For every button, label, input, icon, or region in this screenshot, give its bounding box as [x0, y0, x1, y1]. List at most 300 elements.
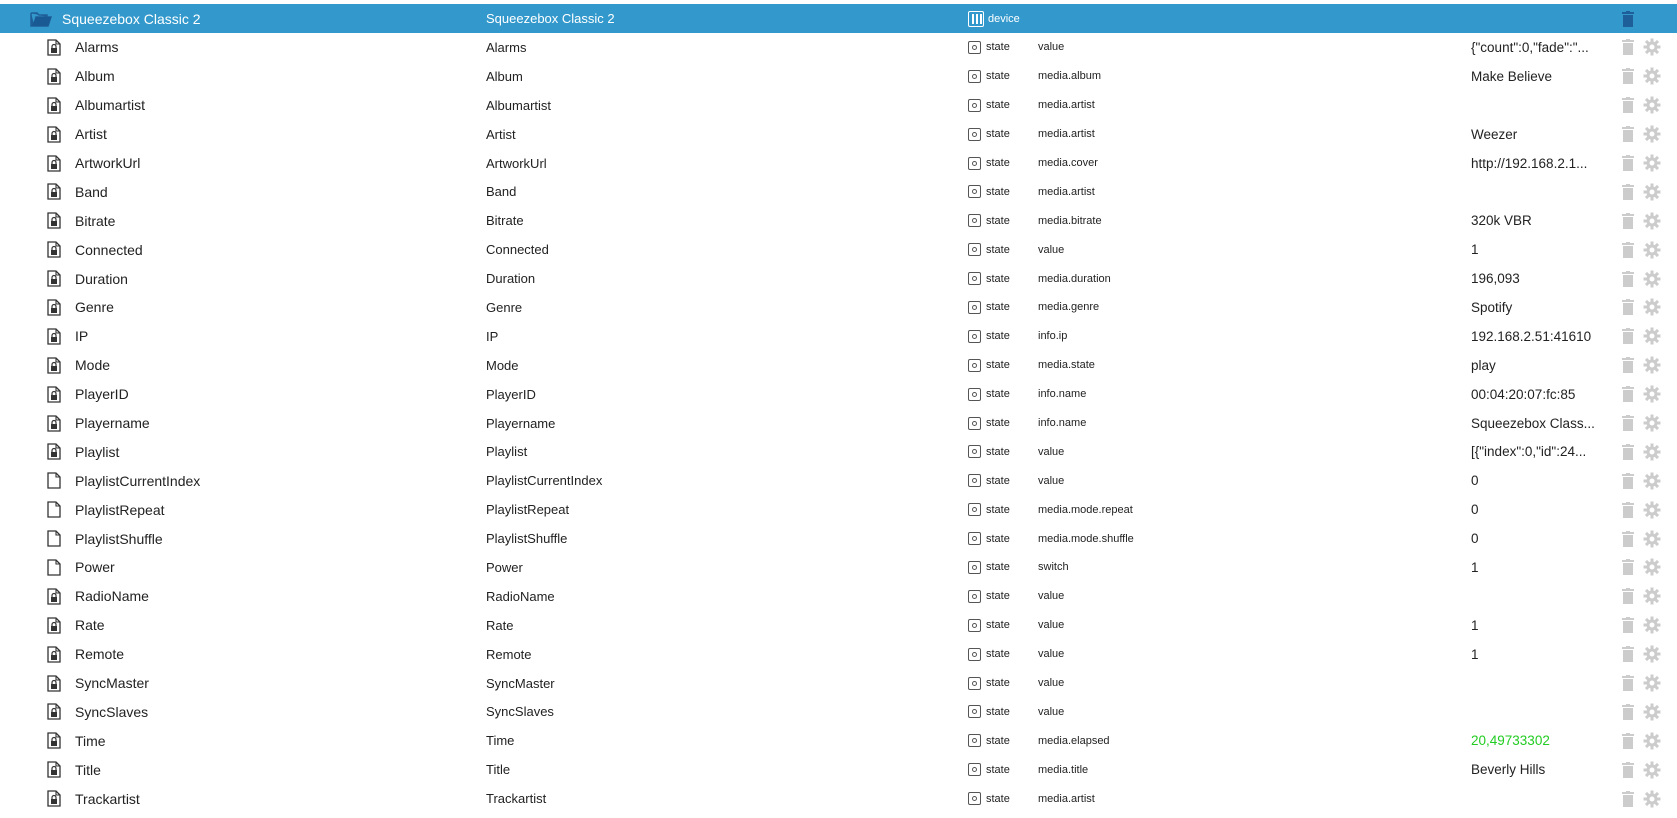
gear-icon[interactable] — [1643, 91, 1663, 120]
row-name[interactable]: ArtworkUrl — [75, 155, 141, 171]
file-icon — [47, 495, 65, 524]
trash-icon[interactable] — [1622, 409, 1636, 438]
row-label: Title — [486, 762, 511, 778]
gear-icon[interactable] — [1643, 437, 1663, 466]
row-name[interactable]: Alarms — [75, 39, 119, 56]
row-type — [968, 91, 1048, 120]
gear-icon[interactable] — [1643, 351, 1663, 380]
trash-icon[interactable] — [1622, 611, 1636, 640]
trash-icon[interactable] — [1622, 33, 1636, 62]
gear-icon[interactable] — [1643, 495, 1663, 524]
row-label: PlayerID — [486, 386, 536, 402]
row-name[interactable]: Duration — [75, 270, 128, 287]
gear-icon[interactable] — [1643, 669, 1663, 698]
row-role: media.cover — [1038, 157, 1098, 169]
row-value[interactable] — [1471, 611, 1623, 640]
row-value-text: 192.168.2.51:41610 — [1471, 328, 1592, 344]
tree-row[interactable] — [0, 640, 1677, 669]
state-icon — [968, 272, 981, 285]
row-name[interactable]: Bitrate — [75, 212, 116, 229]
row-value-text: Squeezebox Class... — [1471, 415, 1595, 431]
trash-icon[interactable] — [1622, 91, 1636, 120]
tree-row[interactable] — [0, 553, 1677, 582]
state-icon — [968, 330, 981, 343]
row-type-label: state — [986, 388, 1010, 401]
tree-row[interactable] — [0, 177, 1677, 206]
row-role: info.name — [1038, 388, 1087, 401]
row-value-text: 1 — [1471, 242, 1479, 258]
row-value-text: 1 — [1471, 559, 1479, 575]
row-label: Remote — [486, 646, 532, 662]
row-value[interactable] — [1471, 495, 1623, 524]
trash-icon[interactable] — [1622, 495, 1636, 524]
trash-icon[interactable] — [1622, 755, 1636, 784]
row-label: Time — [486, 733, 515, 749]
file-lock-icon — [47, 582, 65, 611]
row-value[interactable] — [1471, 726, 1623, 755]
row-label: Playername — [486, 415, 556, 431]
row-type-label: state — [986, 214, 1010, 227]
row-name[interactable]: RadioName — [75, 588, 149, 605]
file-lock-icon — [47, 726, 65, 755]
row-value-text: http://192.168.2.1... — [1471, 155, 1588, 171]
tree-row[interactable] — [0, 437, 1677, 466]
row-name[interactable]: Album — [75, 68, 115, 85]
row-type — [968, 293, 1048, 322]
row-type-label: state — [986, 157, 1010, 169]
row-name[interactable]: Connected — [75, 241, 143, 258]
row-value[interactable] — [1471, 553, 1623, 582]
row-label: PlaylistRepeat — [486, 502, 570, 518]
row-type — [968, 322, 1048, 351]
row-value-text: [{"index":0,"id":24... — [1471, 444, 1587, 460]
device-type-label: device — [988, 12, 1020, 25]
row-type-label: state — [986, 503, 1010, 516]
trash-icon[interactable] — [1622, 640, 1636, 669]
trash-icon[interactable] — [1622, 149, 1636, 178]
row-name[interactable]: PlayerID — [75, 386, 129, 403]
state-icon — [968, 417, 981, 430]
row-label: Duration — [486, 271, 536, 287]
row-type-label: state — [986, 590, 1010, 603]
row-value[interactable] — [1471, 784, 1623, 813]
state-icon — [968, 734, 981, 747]
trash-icon[interactable] — [1622, 726, 1636, 755]
tree-row[interactable] — [0, 611, 1677, 640]
row-role: media.bitrate — [1038, 214, 1102, 227]
row-role: value — [1038, 677, 1065, 690]
state-icon — [968, 99, 981, 112]
row-type — [968, 582, 1048, 611]
trash-icon[interactable] — [1622, 293, 1636, 322]
row-name[interactable]: Playername — [75, 415, 150, 432]
tree-row[interactable] — [0, 351, 1677, 380]
row-value[interactable] — [1471, 697, 1623, 726]
row-label: SyncSlaves — [486, 704, 554, 720]
row-type-label: state — [986, 619, 1010, 632]
row-value-text: Beverly Hills — [1471, 762, 1546, 778]
row-value[interactable] — [1471, 33, 1623, 62]
row-type-label: state — [986, 359, 1010, 372]
gear-icon[interactable] — [1643, 524, 1663, 553]
row-type — [968, 466, 1048, 495]
state-icon — [968, 214, 981, 227]
row-type — [968, 33, 1048, 62]
gear-icon[interactable] — [1643, 33, 1663, 62]
row-role: value — [1038, 243, 1065, 256]
file-lock-icon — [47, 206, 65, 235]
tree-row[interactable] — [0, 697, 1677, 726]
row-value[interactable] — [1471, 351, 1623, 380]
tree-row[interactable] — [0, 235, 1677, 264]
row-value[interactable] — [1471, 177, 1623, 206]
state-icon — [968, 474, 981, 487]
gear-icon[interactable] — [1643, 409, 1663, 438]
row-type — [968, 553, 1048, 582]
file-lock-icon — [47, 409, 65, 438]
tree-row[interactable] — [0, 582, 1677, 611]
state-icon — [968, 41, 981, 54]
row-name[interactable]: Remote — [75, 646, 125, 663]
state-icon — [968, 503, 981, 516]
tree-row[interactable] — [0, 293, 1677, 322]
row-label: Genre — [486, 299, 523, 315]
tree-row[interactable] — [0, 755, 1677, 784]
gear-icon[interactable] — [1643, 62, 1663, 91]
row-name[interactable]: Time — [75, 732, 106, 749]
tree-row[interactable] — [0, 322, 1677, 351]
row-role: info.ip — [1038, 330, 1068, 343]
gear-icon[interactable] — [1643, 553, 1663, 582]
state-icon — [968, 792, 981, 805]
row-value[interactable] — [1471, 466, 1623, 495]
row-value-text: 0 — [1471, 531, 1479, 547]
state-icon — [968, 445, 981, 458]
row-label: Power — [486, 559, 523, 575]
row-type — [968, 437, 1048, 466]
row-type-label: state — [986, 330, 1010, 343]
row-value[interactable] — [1471, 755, 1623, 784]
state-icon — [968, 763, 981, 776]
row-label: Trackartist — [486, 791, 547, 807]
row-name[interactable]: SyncSlaves — [75, 703, 149, 720]
gear-icon[interactable] — [1643, 264, 1663, 293]
row-type-label: state — [986, 70, 1010, 83]
trash-icon[interactable] — [1622, 206, 1636, 235]
file-lock-icon — [47, 437, 65, 466]
state-icon — [968, 648, 981, 661]
row-type — [968, 784, 1048, 813]
row-value-text: Make Believe — [1471, 68, 1553, 84]
row-name[interactable]: Playlist — [75, 443, 120, 460]
row-value[interactable] — [1471, 524, 1623, 553]
gear-icon[interactable] — [1643, 149, 1663, 178]
tree-row[interactable] — [0, 784, 1677, 813]
row-value[interactable] — [1471, 149, 1623, 178]
row-value[interactable] — [1471, 120, 1623, 149]
row-value-text: 1 — [1471, 617, 1479, 633]
tree-row[interactable] — [0, 62, 1677, 91]
state-icon — [968, 301, 981, 314]
gear-icon[interactable] — [1643, 755, 1663, 784]
gear-icon[interactable] — [1643, 611, 1663, 640]
tree-row[interactable] — [0, 206, 1677, 235]
row-type — [968, 177, 1048, 206]
row-role: media.mode.repeat — [1038, 503, 1133, 516]
row-name[interactable]: SyncMaster — [75, 675, 149, 692]
row-type-label: state — [986, 705, 1010, 718]
device-icon — [968, 11, 984, 27]
row-label: Album — [486, 68, 523, 84]
tree-row[interactable] — [0, 33, 1677, 62]
tree-row[interactable] — [0, 669, 1677, 698]
tree-row[interactable] — [0, 466, 1677, 495]
state-icon — [968, 243, 981, 256]
object-tree — [0, 4, 1677, 813]
row-type-label: state — [986, 41, 1010, 54]
row-value[interactable] — [1471, 91, 1623, 120]
gear-icon[interactable] — [1643, 784, 1663, 813]
row-type — [968, 697, 1048, 726]
row-role: media.title — [1038, 763, 1089, 776]
row-type — [968, 611, 1048, 640]
row-name[interactable]: Trackartist — [75, 790, 140, 807]
row-value[interactable] — [1471, 293, 1623, 322]
row-label: RadioName — [486, 588, 555, 604]
file-lock-icon — [47, 322, 65, 351]
row-role: value — [1038, 41, 1065, 54]
trash-icon[interactable] — [1622, 524, 1636, 553]
row-role: media.artist — [1038, 792, 1095, 805]
tree-row[interactable] — [0, 409, 1677, 438]
trash-icon[interactable] — [1622, 553, 1636, 582]
tree-row[interactable] — [0, 120, 1677, 149]
trash-icon[interactable] — [1622, 351, 1636, 380]
row-name[interactable]: PlaylistCurrentIndex — [75, 472, 201, 489]
gear-icon[interactable] — [1643, 120, 1663, 149]
row-type-label: state — [986, 99, 1010, 112]
gear-icon[interactable] — [1643, 582, 1663, 611]
tree-row[interactable] — [0, 524, 1677, 553]
row-type — [968, 120, 1048, 149]
row-label: Rate — [486, 617, 514, 633]
row-name[interactable]: Title — [75, 761, 101, 778]
row-name[interactable]: IP — [75, 328, 89, 345]
gear-icon[interactable] — [1643, 177, 1663, 206]
row-value-text: 0 — [1471, 473, 1479, 489]
file-lock-icon — [47, 380, 65, 409]
row-type-label: state — [986, 677, 1010, 690]
trash-icon[interactable] — [1622, 669, 1636, 698]
state-icon — [968, 157, 981, 170]
row-label: Alarms — [486, 39, 527, 55]
trash-icon[interactable] — [1622, 582, 1636, 611]
row-role: media.artist — [1038, 185, 1095, 198]
trash-icon[interactable] — [1622, 697, 1636, 726]
file-lock-icon — [47, 264, 65, 293]
file-lock-icon — [47, 351, 65, 380]
row-label: Bitrate — [486, 213, 524, 229]
row-value[interactable] — [1471, 264, 1623, 293]
row-type — [968, 669, 1048, 698]
file-lock-icon — [47, 149, 65, 178]
tree-row[interactable] — [0, 495, 1677, 524]
row-name[interactable]: Band — [75, 183, 108, 200]
file-lock-icon — [47, 755, 65, 784]
row-name[interactable]: Albumartist — [75, 97, 146, 114]
trash-icon[interactable] — [1622, 784, 1636, 813]
tree-row[interactable] — [0, 91, 1677, 120]
file-lock-icon — [47, 120, 65, 149]
row-type-label: state — [986, 561, 1010, 574]
state-icon — [968, 185, 981, 198]
row-value[interactable] — [1471, 582, 1623, 611]
row-role: media.album — [1038, 70, 1101, 83]
row-type — [968, 524, 1048, 553]
row-role: value — [1038, 445, 1065, 458]
row-value[interactable] — [1471, 322, 1623, 351]
row-name[interactable]: Power — [75, 559, 115, 576]
row-name[interactable]: Rate — [75, 617, 105, 634]
row-role: media.mode.shuffle — [1038, 532, 1134, 545]
trash-icon[interactable] — [1622, 322, 1636, 351]
file-lock-icon — [47, 293, 65, 322]
row-value-text: play — [1471, 357, 1496, 373]
gear-icon[interactable] — [1643, 640, 1663, 669]
trash-icon[interactable] — [1622, 62, 1636, 91]
row-type — [968, 235, 1048, 264]
file-lock-icon — [47, 177, 65, 206]
state-icon — [968, 388, 981, 401]
gear-icon[interactable] — [1643, 206, 1663, 235]
file-lock-icon — [47, 611, 65, 640]
row-label: Artist — [486, 126, 516, 142]
row-type — [968, 640, 1048, 669]
row-name[interactable]: Artist — [75, 126, 107, 143]
row-type — [968, 206, 1048, 235]
gear-icon[interactable] — [1643, 697, 1663, 726]
row-name[interactable]: PlaylistShuffle — [75, 530, 163, 547]
row-type-label: state — [986, 128, 1010, 141]
trash-icon[interactable] — [1622, 380, 1636, 409]
tree-row-device[interactable] — [0, 4, 1677, 33]
gear-icon[interactable] — [1643, 726, 1663, 755]
file-icon — [47, 466, 65, 495]
row-role: media.duration — [1038, 272, 1111, 285]
trash-icon[interactable] — [1622, 177, 1636, 206]
tree-row[interactable] — [0, 380, 1677, 409]
state-icon — [968, 705, 981, 718]
gear-icon[interactable] — [1643, 322, 1663, 351]
row-role: value — [1038, 648, 1065, 661]
row-value-text: 00:04:20:07:fc:85 — [1471, 386, 1576, 402]
row-type — [968, 409, 1048, 438]
tree-row[interactable] — [0, 726, 1677, 755]
file-icon — [47, 524, 65, 553]
row-type-label: state — [986, 185, 1010, 198]
row-type — [968, 755, 1048, 784]
device-name[interactable]: Squeezebox Classic 2 — [62, 10, 201, 27]
row-type-label: state — [986, 474, 1010, 487]
gear-icon[interactable] — [1643, 380, 1663, 409]
trash-icon[interactable] — [1622, 466, 1636, 495]
row-role: media.artist — [1038, 99, 1095, 112]
row-role: value — [1038, 705, 1065, 718]
row-type — [968, 380, 1048, 409]
row-value[interactable] — [1471, 437, 1623, 466]
row-role: info.name — [1038, 417, 1087, 430]
row-type — [968, 351, 1048, 380]
row-name[interactable]: Genre — [75, 299, 114, 316]
row-role: media.elapsed — [1038, 734, 1110, 747]
row-role: switch — [1038, 561, 1069, 574]
gear-icon[interactable] — [1643, 466, 1663, 495]
trash-icon[interactable] — [1622, 4, 1636, 33]
row-value[interactable] — [1471, 669, 1623, 698]
row-value-text: Weezer — [1471, 126, 1518, 142]
row-name[interactable]: PlaylistRepeat — [75, 501, 165, 518]
state-icon — [968, 590, 981, 603]
row-role: value — [1038, 474, 1065, 487]
row-type — [968, 264, 1048, 293]
state-icon — [968, 70, 981, 83]
state-icon — [968, 128, 981, 141]
row-value[interactable] — [1471, 640, 1623, 669]
state-icon — [968, 561, 981, 574]
file-lock-icon — [47, 235, 65, 264]
file-lock-icon — [47, 640, 65, 669]
row-label: PlaylistShuffle — [486, 531, 568, 547]
row-label: Mode — [486, 357, 519, 373]
row-role: media.artist — [1038, 128, 1095, 141]
row-type-label: state — [986, 272, 1010, 285]
row-role: media.state — [1038, 359, 1095, 372]
row-value-text: Spotify — [1471, 299, 1513, 315]
trash-icon[interactable] — [1622, 120, 1636, 149]
row-type-label: state — [986, 532, 1010, 545]
state-icon — [968, 532, 981, 545]
row-role: media.genre — [1038, 301, 1100, 314]
row-type — [968, 495, 1048, 524]
row-name[interactable]: Mode — [75, 357, 111, 374]
row-type-label: state — [986, 734, 1010, 747]
row-type-label: state — [986, 243, 1010, 256]
row-label: Playlist — [486, 444, 528, 460]
trash-icon[interactable] — [1622, 264, 1636, 293]
row-label: Band — [486, 184, 517, 200]
tree-row[interactable] — [0, 149, 1677, 178]
tree-row[interactable] — [0, 264, 1677, 293]
row-value[interactable] — [1471, 235, 1623, 264]
gear-icon[interactable] — [1643, 235, 1663, 264]
row-value[interactable] — [1471, 380, 1623, 409]
file-lock-icon — [47, 669, 65, 698]
gear-icon[interactable] — [1643, 293, 1663, 322]
row-type — [968, 62, 1048, 91]
row-value-text: 196,093 — [1471, 271, 1520, 287]
folder-open-icon[interactable] — [30, 4, 54, 33]
row-value[interactable] — [1471, 62, 1623, 91]
row-value[interactable] — [1471, 409, 1623, 438]
row-value-text: 320k VBR — [1471, 213, 1532, 229]
row-type-label: state — [986, 763, 1010, 776]
row-value[interactable] — [1471, 206, 1623, 235]
state-icon — [968, 619, 981, 632]
file-lock-icon — [47, 784, 65, 813]
file-lock-icon — [47, 33, 65, 62]
trash-icon[interactable] — [1622, 437, 1636, 466]
trash-icon[interactable] — [1622, 235, 1636, 264]
